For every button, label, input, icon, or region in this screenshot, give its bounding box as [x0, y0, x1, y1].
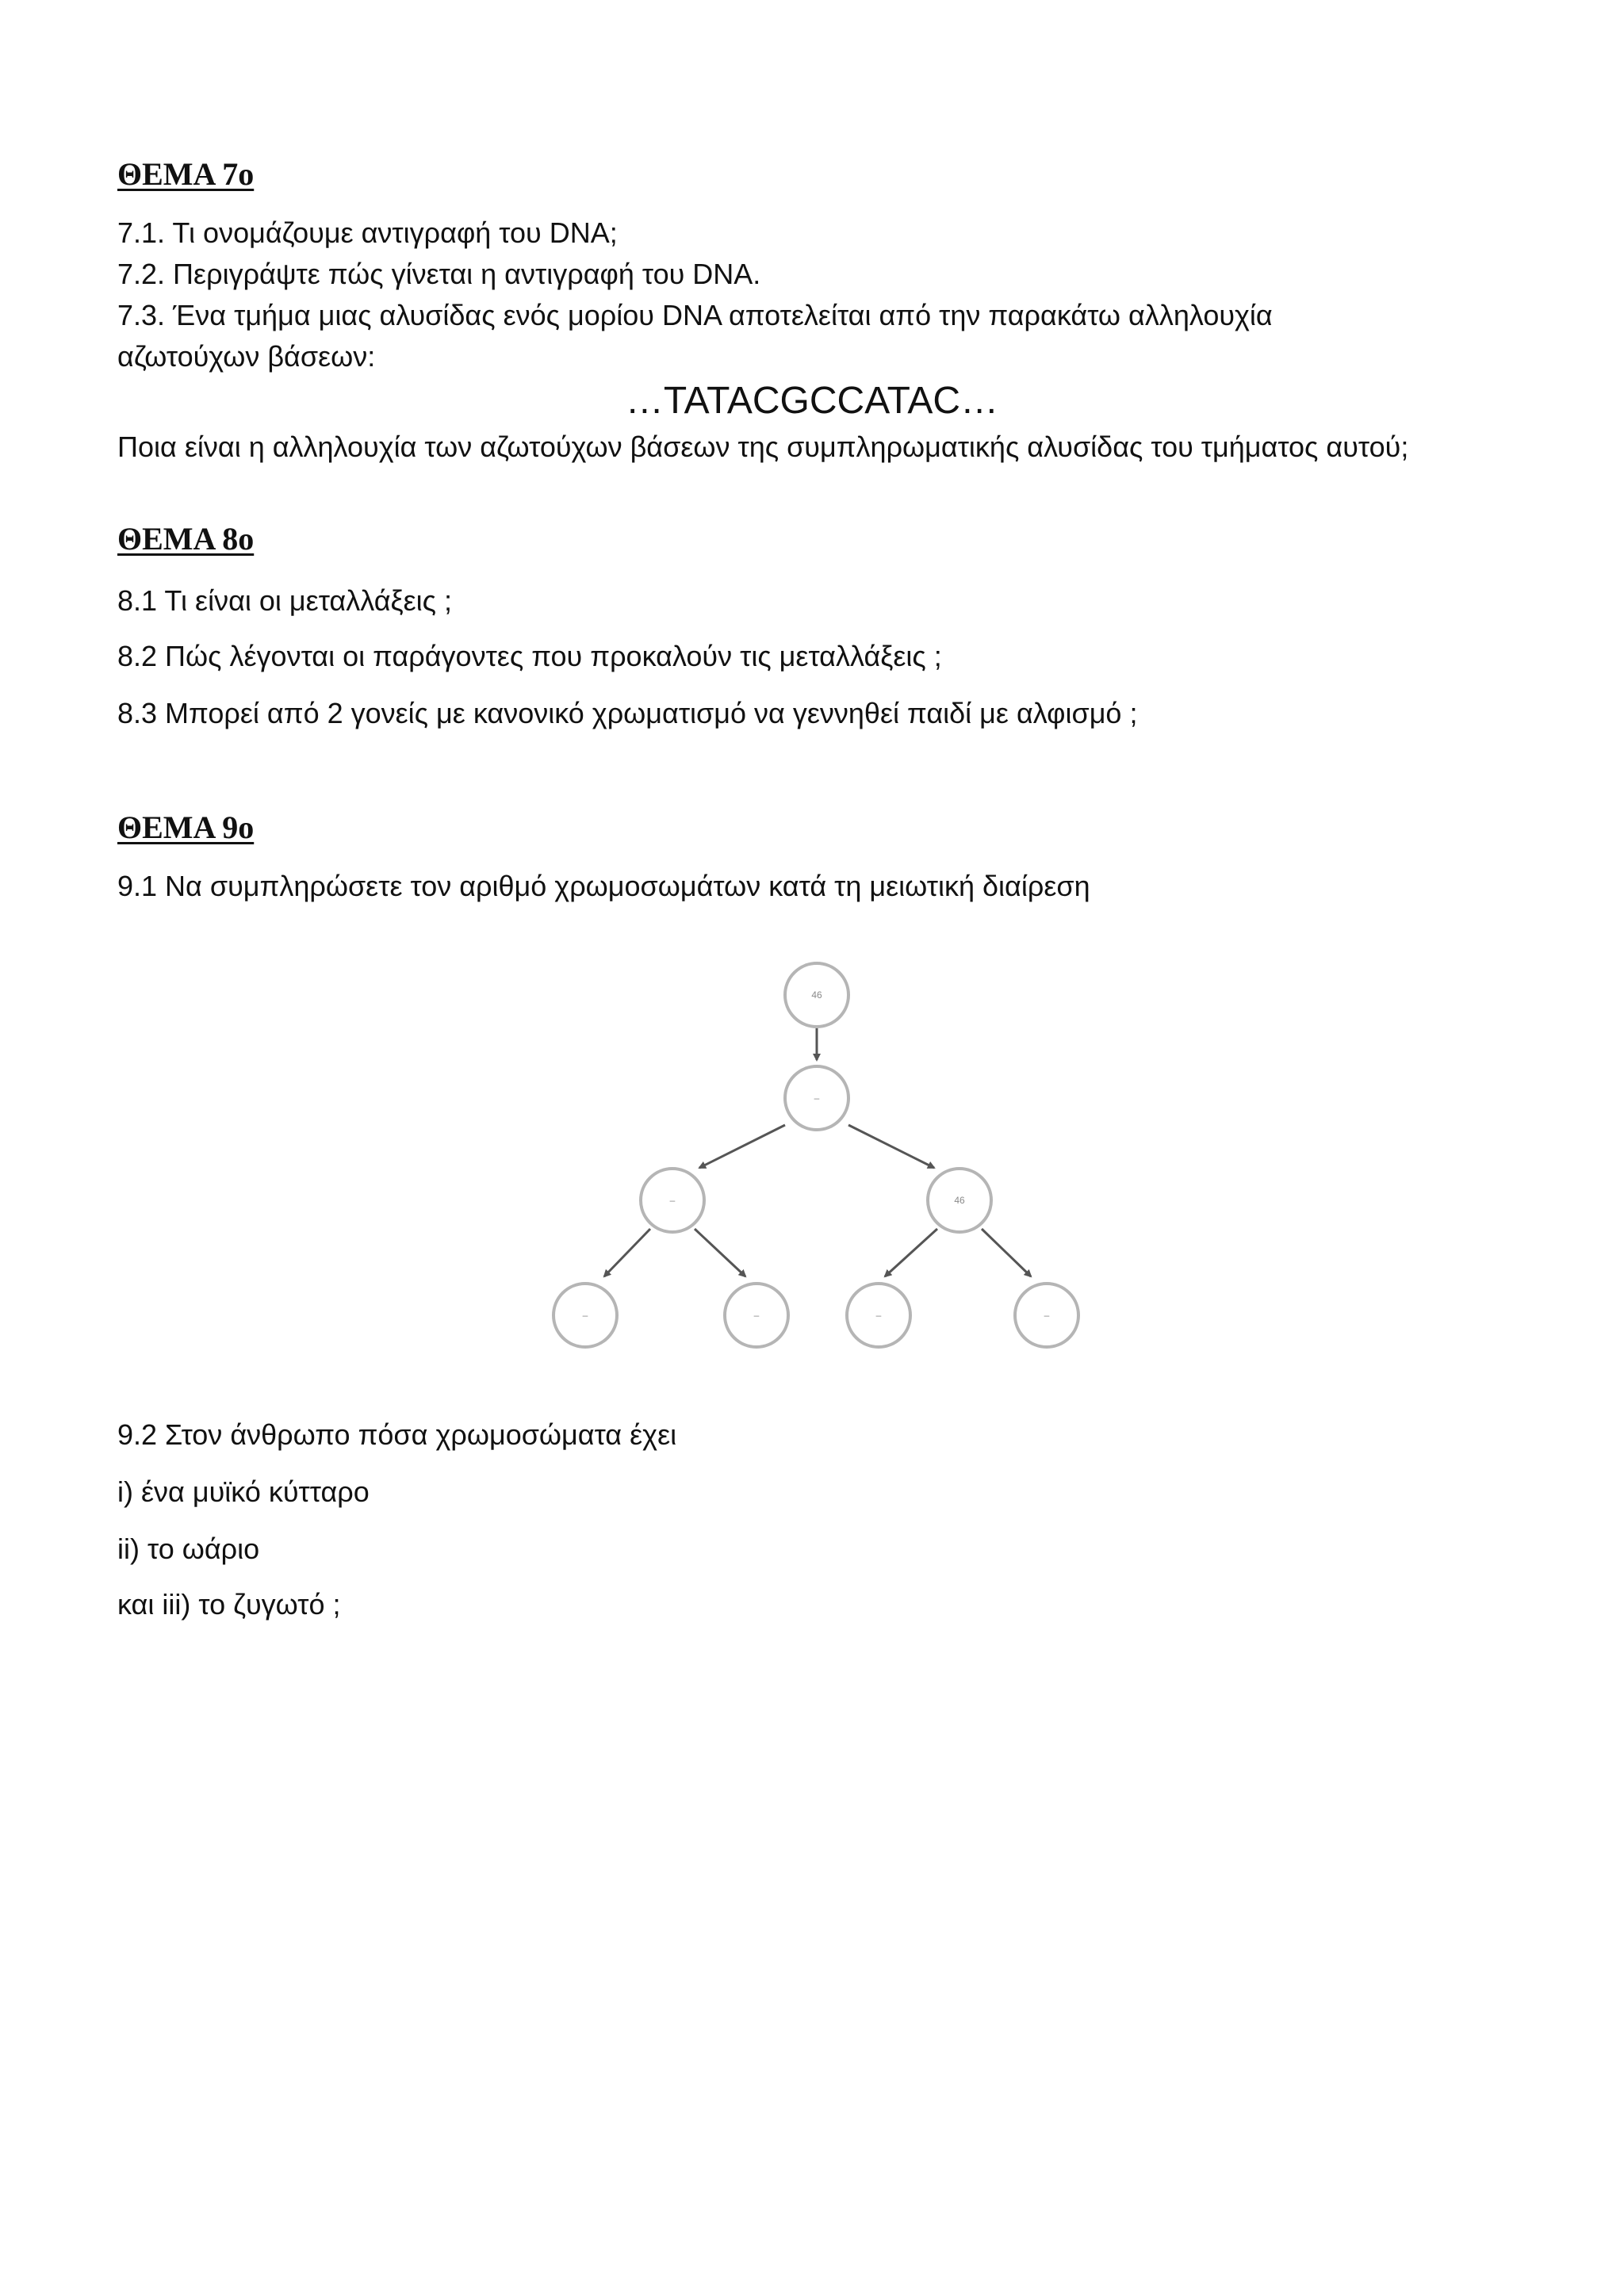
node-leaf-4-label: – [1044, 1310, 1050, 1321]
question-9-2-iii: και iii) το ζυγωτό ; [117, 1588, 341, 1621]
node-leaf-3-label: – [875, 1310, 882, 1321]
edge-left-to-leaf2 [695, 1229, 745, 1276]
meiosis-diagram [547, 936, 1086, 1380]
edge-level1-to-right [848, 1125, 934, 1168]
dna-sequence: …TATACGCCATAC… [625, 380, 999, 422]
node-root [785, 963, 848, 1027]
node-level2-right [928, 1169, 991, 1232]
question-7-1: 7.1. Τι ονομάζουμε αντιγραφή του DNA; [117, 216, 618, 249]
edge-right-to-leaf3 [885, 1229, 937, 1276]
question-9-1: 9.1 Να συμπληρώσετε τον αριθμό χρωμοσωμάτων κατά τη μειωτική διαίρεση [117, 870, 1090, 902]
node-leaf-1 [553, 1284, 617, 1347]
question-8-2: 8.2 Πώς λέγονται οι παράγοντες που προκαλούν τις μεταλλάξεις ; [117, 640, 942, 672]
edge-left-to-leaf1 [604, 1229, 650, 1276]
node-level2-left [641, 1169, 704, 1232]
node-level2-left-label: – [669, 1195, 676, 1206]
node-leaf-3 [847, 1284, 910, 1347]
question-7-3-prompt: Ποια είναι η αλληλουχία των αζωτούχων βάσεων της συμπληρωματικής αλυσίδας του τμήματος αυτού; [117, 430, 1409, 463]
node-root-label: 46 [811, 989, 822, 1001]
question-9-2-i: i) ένα μυϊκό κύτταρο [117, 1475, 370, 1508]
node-leaf-2-label: – [753, 1310, 760, 1321]
node-level1-label: – [814, 1093, 820, 1104]
question-7-3-line1: 7.3. Ένα τμήμα μιας αλυσίδας ενός μορίου DNA αποτελείται από την παρακάτω αλληλουχία [117, 299, 1273, 331]
question-9-2: 9.2 Στον άνθρωπο πόσα χρωμοσώματα έχει [117, 1418, 677, 1451]
question-7-3-line2: αζωτούχων βάσεων: [117, 340, 376, 373]
edge-level1-to-left [699, 1125, 785, 1168]
node-leaf-4 [1015, 1284, 1078, 1347]
node-level2-right-label: 46 [954, 1195, 965, 1206]
theme7-heading: ΘΕΜΑ 7ο [117, 156, 255, 192]
question-9-2-ii: ii) το ωάριο [117, 1533, 260, 1565]
theme8-heading: ΘΕΜΑ 8ο [117, 521, 255, 557]
question-8-1: 8.1 Τι είναι οι μεταλλάξεις ; [117, 584, 453, 617]
node-leaf-2 [725, 1284, 788, 1347]
question-7-2: 7.2. Περιγράψτε πώς γίνεται η αντιγραφή του DNA. [117, 258, 761, 290]
edge-right-to-leaf4 [982, 1229, 1031, 1276]
node-leaf-1-label: – [582, 1310, 588, 1321]
question-8-3: 8.3 Μπορεί από 2 γονείς με κανονικό χρωματισμό να γεννηθεί παιδί με αλφισμό ; [117, 697, 1138, 729]
theme9-heading: ΘΕΜΑ 9ο [117, 809, 255, 845]
node-level1 [785, 1066, 848, 1130]
